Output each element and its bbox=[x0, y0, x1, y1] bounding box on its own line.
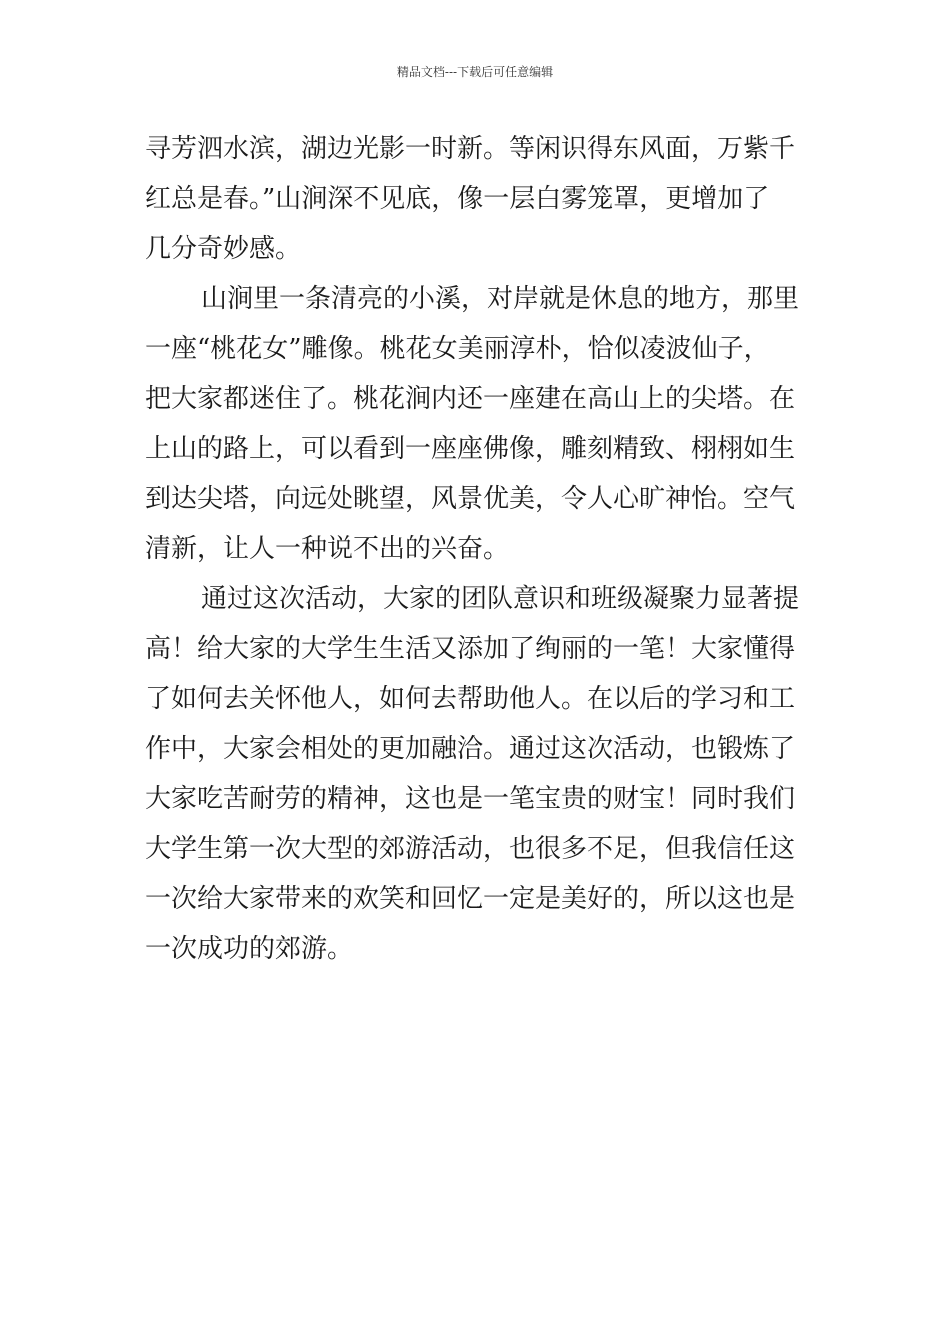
text-line: 一次成功的郊游。 bbox=[145, 934, 354, 964]
text-line: 清新，让人一种说不出的兴奋。 bbox=[145, 534, 510, 564]
paragraph-first-line: 通过这次活动，大家的团队意识和班级凝聚力显著提 bbox=[201, 584, 800, 614]
text-line: 红总是春。”山涧深不见底，像一层白雾笼罩，更增加了 bbox=[145, 184, 770, 214]
text-line: 到达尖塔，向远处眺望，风景优美，令人心旷神怡。空气 bbox=[145, 484, 796, 514]
text-line: 把大家都迷住了。桃花涧内还一座建在高山上的尖塔。在 bbox=[145, 384, 796, 414]
paragraph-first-line: 山涧里一条清亮的小溪，对岸就是休息的地方，那里 bbox=[201, 284, 800, 314]
text-line: 了如何去关怀他人，如何去帮助他人。在以后的学习和工 bbox=[145, 684, 796, 714]
text-line: 寻芳泗水滨，湖边光影一时新。等闲识得东风面，万紫千 bbox=[145, 134, 796, 164]
text-line: 几分奇妙感。 bbox=[145, 234, 302, 264]
document-body bbox=[145, 124, 807, 974]
text-line: 上山的路上，可以看到一座座佛像，雕刻精致、栩栩如生 bbox=[145, 434, 796, 464]
text-line: 一次给大家带来的欢笑和回忆一定是美好的，所以这也是 bbox=[145, 884, 796, 914]
text-line: 作中，大家会相处的更加融洽。通过这次活动，也锻炼了 bbox=[145, 734, 796, 764]
page-header: 精品文档---下载后可任意编辑 bbox=[396, 65, 554, 79]
text-line: 大学生第一次大型的郊游活动，也很多不足，但我信任这 bbox=[145, 834, 796, 864]
text-line: 大家吃苦耐劳的精神，这也是一笔宝贵的财宝！同时我们 bbox=[145, 784, 796, 814]
text-line: 高！给大家的大学生生活又添加了绚丽的一笔！大家懂得 bbox=[145, 634, 796, 664]
text-line: 一座“桃花女”雕像。桃花女美丽淳朴，恰似凌波仙子， bbox=[145, 334, 770, 364]
